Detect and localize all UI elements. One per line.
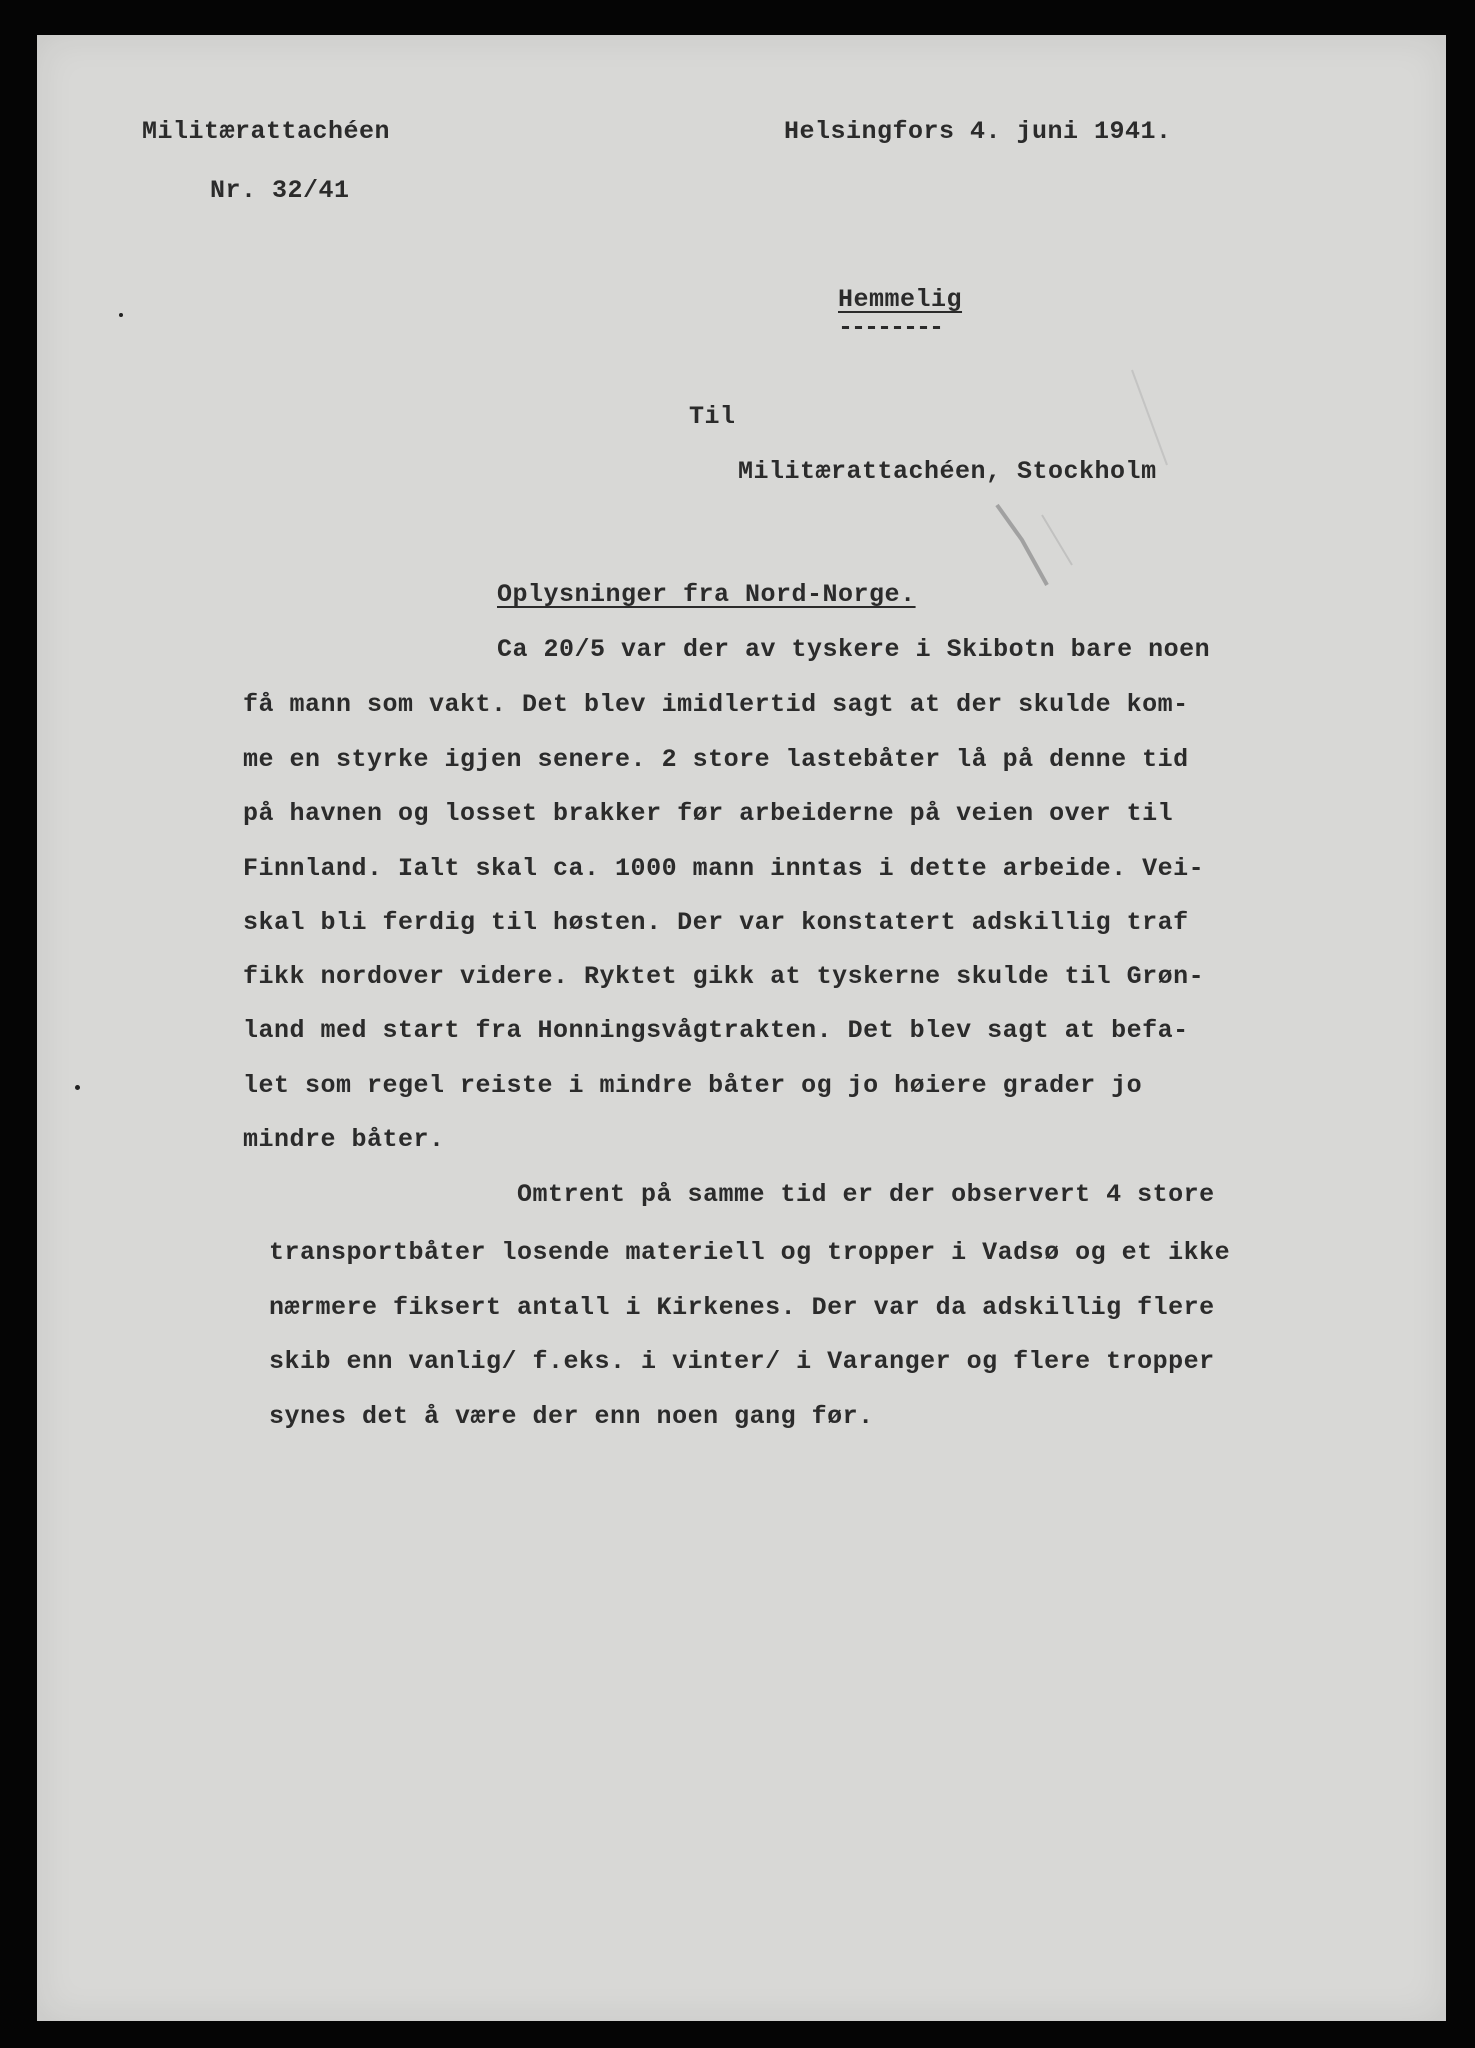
document-page — [37, 35, 1446, 2021]
recipient-to-label: Til — [689, 402, 736, 431]
body-line: Finnland. Ialt skal ca. 1000 mann inntas i dette arbeide. Vei- — [243, 854, 1205, 883]
speck-mark — [75, 1085, 80, 1090]
body-line: let som regel reiste i mindre båter og jo høiere grader jo — [243, 1071, 1143, 1100]
body-line: Omtrent på samme tid er der observert 4 store — [517, 1180, 1215, 1209]
classification-label: Hemmelig — [838, 285, 963, 314]
sender-line: Militærattachéen — [142, 117, 391, 146]
reference-number: Nr. 32/41 — [210, 176, 350, 205]
body-line: få mann som vakt. Det blev imidlertid sagt at der skulde kom- — [243, 690, 1189, 719]
body-line: nærmere fiksert antall i Kirkenes. Der var da adskillig flere — [269, 1293, 1215, 1322]
pencil-mark — [1127, 365, 1187, 485]
body-line: fikk nordover videre. Ryktet gikk at tyskerne skulde til Grøn- — [243, 962, 1205, 991]
classification-rule: -------- — [838, 313, 943, 342]
body-line: mindre båter. — [243, 1125, 445, 1154]
body-line: skal bli ferdig til høsten. Der var konstatert adskillig traf — [243, 908, 1189, 937]
recipient-addressee: Militærattachéen, Stockholm — [738, 457, 1157, 486]
speck-mark — [119, 313, 123, 317]
subject-heading: Oplysninger fra Nord-Norge. — [497, 580, 916, 609]
body-line: skib enn vanlig/ f.eks. i vinter/ i Varanger og flere tropper — [269, 1347, 1215, 1376]
pencil-mark — [987, 495, 1107, 625]
body-line: på havnen og losset brakker før arbeiderne på veien over til — [243, 799, 1174, 828]
place-date: Helsingfors 4. juni 1941. — [784, 117, 1172, 146]
body-line: synes det å være der enn noen gang før. — [269, 1402, 874, 1431]
body-line: Ca 20/5 var der av tyskere i Skibotn bare noen — [497, 635, 1211, 664]
body-line: me en styrke igjen senere. 2 store lastebåter lå på denne tid — [243, 745, 1189, 774]
body-line: transportbåter losende materiell og tropper i Vadsø og et ikke — [269, 1238, 1231, 1267]
body-line: land med start fra Honningsvågtrakten. Det blev sagt at befa- — [243, 1016, 1189, 1045]
